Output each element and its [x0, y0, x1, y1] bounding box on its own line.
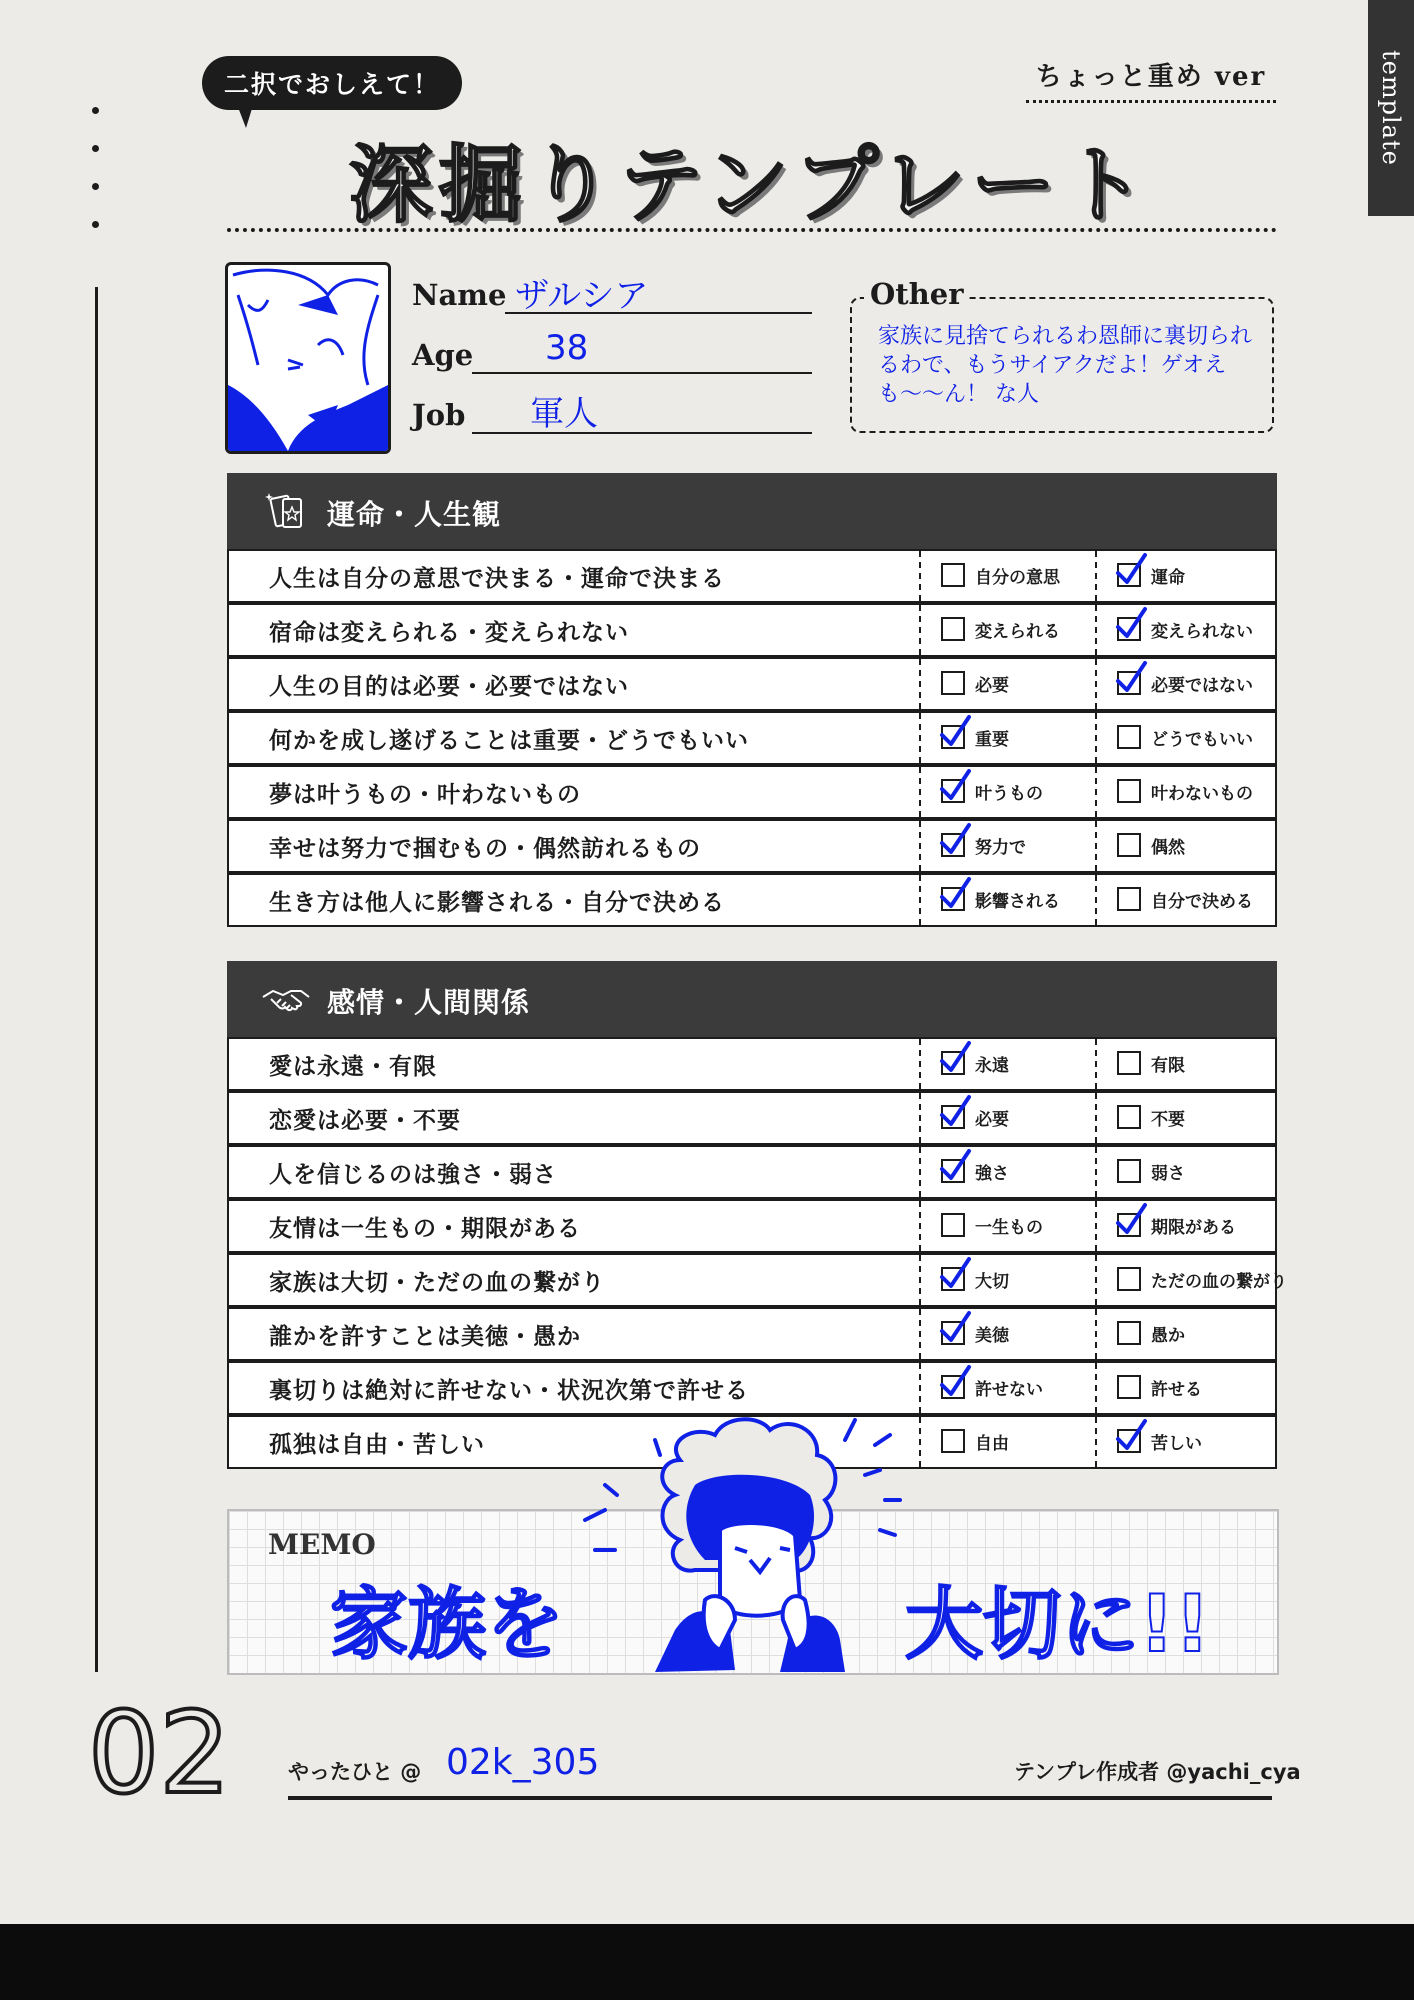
option-label: 影響される — [975, 892, 1060, 912]
question-text: 家族は大切・ただの血の繋がり — [269, 1269, 605, 1296]
option-label: どうでもいい — [1151, 730, 1253, 750]
age-line — [472, 372, 812, 374]
column-divider — [1095, 767, 1097, 817]
column-divider — [1095, 1147, 1097, 1197]
option-label: 偶然 — [1151, 838, 1185, 858]
bullet-dot — [92, 183, 99, 190]
checkbox[interactable] — [1117, 1105, 1141, 1129]
question-text: 宿命は変えられる・変えられない — [269, 619, 629, 646]
column-divider — [1095, 713, 1097, 763]
name-value[interactable]: ザルシア — [515, 276, 649, 316]
checkmark-icon — [939, 821, 971, 857]
checkbox[interactable] — [1117, 779, 1141, 803]
section-header — [227, 473, 1277, 549]
column-divider — [919, 713, 921, 763]
option-label: 不要 — [1151, 1110, 1185, 1130]
option-label: 大切 — [975, 1272, 1009, 1292]
option-label: 必要 — [975, 1110, 1009, 1130]
option-label: ただの血の繋がり — [1151, 1272, 1287, 1292]
question-text: 裏切りは絶対に許せない・状況次第で許せる — [269, 1377, 749, 1404]
bullet-dot — [92, 107, 99, 114]
age-label: Age — [412, 338, 474, 372]
column-divider — [919, 605, 921, 655]
column-divider — [919, 875, 921, 925]
column-divider — [1095, 1255, 1097, 1305]
column-divider — [1095, 551, 1097, 601]
option-label: 一生もの — [975, 1218, 1043, 1238]
question-row — [227, 1145, 1277, 1199]
question-row — [227, 873, 1277, 927]
option-label: 美徳 — [975, 1326, 1009, 1346]
option-label: 永遠 — [975, 1056, 1009, 1076]
checkbox[interactable] — [941, 617, 965, 641]
question-text: 生き方は他人に影響される・自分で決める — [269, 889, 725, 916]
section-relationships — [227, 961, 1287, 1469]
column-divider — [1095, 1039, 1097, 1089]
column-divider — [919, 659, 921, 709]
column-divider — [919, 1093, 921, 1143]
column-divider — [919, 1201, 921, 1251]
checkmark-icon — [1115, 605, 1147, 641]
question-text: 人生の目的は必要・必要ではない — [269, 673, 629, 700]
job-line — [472, 432, 812, 434]
memo-handwriting-right: 大切に!! — [905, 1580, 1211, 1670]
checkbox[interactable] — [1117, 833, 1141, 857]
checkbox[interactable] — [941, 563, 965, 587]
column-divider — [919, 551, 921, 601]
other-text[interactable]: 家族に見捨てられるわ恩師に裏切られるわで、もうサイアクだよ！ゲオえも〜〜ん！ な人 — [878, 324, 1253, 407]
version-label: ちょっと重め ver — [1026, 56, 1276, 103]
column-divider — [919, 821, 921, 871]
question-row — [227, 657, 1277, 711]
handshake-icon — [261, 975, 311, 1025]
character-portrait-icon — [228, 265, 388, 451]
column-divider — [1095, 1309, 1097, 1359]
option-label: 愚か — [1151, 1326, 1185, 1346]
side-tab: template — [1368, 0, 1414, 216]
column-divider — [919, 1039, 921, 1089]
checkbox[interactable] — [1117, 1267, 1141, 1291]
question-row — [227, 1199, 1277, 1253]
question-text: 幸せは努力で掴むもの・偶然訪れるもの — [269, 835, 701, 862]
column-divider — [1095, 659, 1097, 709]
checkmark-icon — [1115, 551, 1147, 587]
checkbox[interactable] — [1117, 1051, 1141, 1075]
footer-line — [288, 1796, 1272, 1800]
option-label: 重要 — [975, 730, 1009, 750]
checkbox[interactable] — [941, 1213, 965, 1237]
checkmark-icon — [939, 1363, 971, 1399]
other-label: Other — [864, 277, 969, 311]
column-divider — [1095, 821, 1097, 871]
question-row — [227, 603, 1277, 657]
option-label: 変えられない — [1151, 622, 1253, 642]
column-divider — [1095, 875, 1097, 925]
checkmark-icon — [1115, 1201, 1147, 1237]
checkbox[interactable] — [1117, 887, 1141, 911]
question-text: 夢は叶うもの・叶わないもの — [269, 781, 581, 808]
checkbox[interactable] — [1117, 1321, 1141, 1345]
question-row — [227, 549, 1277, 603]
checkbox[interactable] — [941, 671, 965, 695]
option-label: 努力で — [975, 838, 1026, 858]
doer-handle[interactable]: 02k_305 — [446, 1742, 600, 1783]
avatar-drawing — [225, 262, 391, 454]
question-text: 人を信じるのは強さ・弱さ — [269, 1161, 557, 1188]
column-divider — [1095, 605, 1097, 655]
question-text: 恋愛は必要・不要 — [269, 1107, 461, 1134]
question-text: 誰かを許すことは美徳・愚か — [269, 1323, 581, 1350]
checkmark-icon — [939, 1309, 971, 1345]
doer-label: やったひと @ — [288, 1760, 422, 1784]
question-text: 何かを成し遂げることは重要・どうでもいい — [269, 727, 749, 754]
column-divider — [1095, 1417, 1097, 1467]
option-label: 叶わないもの — [1151, 784, 1253, 804]
checkmark-icon — [939, 1147, 971, 1183]
option-label: 自由 — [975, 1434, 1009, 1454]
question-row — [227, 1307, 1277, 1361]
chibi-character-icon — [555, 1400, 935, 1690]
option-label: 許せる — [1151, 1380, 1202, 1400]
page-title: 深掘りテンプレート — [348, 135, 1152, 234]
age-value[interactable]: 38 — [545, 328, 589, 368]
question-text: 愛は永遠・有限 — [269, 1053, 437, 1080]
checkbox[interactable] — [1117, 1375, 1141, 1399]
memo-handwriting-left: 家族を — [330, 1580, 565, 1670]
section-header — [227, 961, 1277, 1037]
column-divider — [919, 1309, 921, 1359]
checkmark-icon — [939, 875, 971, 911]
column-divider — [1095, 1093, 1097, 1143]
template-author: テンプレ作成者 @yachi_cya — [1014, 1760, 1301, 1784]
column-divider — [919, 1255, 921, 1305]
option-label: 必要 — [975, 676, 1009, 696]
column-divider — [919, 767, 921, 817]
checkbox[interactable] — [1117, 1159, 1141, 1183]
bottom-bar — [0, 1924, 1414, 2000]
question-row — [227, 765, 1277, 819]
option-label: 弱さ — [1151, 1164, 1185, 1184]
job-value[interactable]: 軍人 — [530, 394, 598, 434]
column-divider — [1095, 1201, 1097, 1251]
memo-label: MEMO — [268, 1528, 376, 1561]
checkbox[interactable] — [941, 1429, 965, 1453]
option-label: 変えられる — [975, 622, 1060, 642]
checkmark-icon — [1115, 659, 1147, 695]
checkmark-icon — [939, 1039, 971, 1075]
option-label: 必要ではない — [1151, 676, 1253, 696]
bullet-dot — [92, 145, 99, 152]
question-text: 人生は自分の意思で決まる・運命で決まる — [269, 565, 725, 592]
option-label: 期限がある — [1151, 1218, 1236, 1238]
bullet-dot — [92, 221, 99, 228]
margin-line — [95, 287, 98, 1672]
checkmark-icon — [939, 767, 971, 803]
question-row — [227, 1253, 1287, 1307]
option-label: 叶うもの — [975, 784, 1043, 804]
option-label: 自分の意思 — [975, 568, 1060, 588]
option-label: 苦しい — [1151, 1434, 1202, 1454]
option-label: 運命 — [1151, 568, 1185, 588]
option-label: 許せない — [975, 1380, 1043, 1400]
column-divider — [1095, 1363, 1097, 1413]
checkmark-icon — [1115, 1417, 1147, 1453]
question-text: 友情は一生もの・期限がある — [269, 1215, 581, 1242]
section-title: 運命・人生観 — [327, 498, 502, 531]
checkmark-icon — [939, 1093, 971, 1129]
checkmark-icon — [939, 1255, 971, 1291]
page-number: 02 — [88, 1689, 231, 1819]
speech-bubble: 二択でおしえて！ — [202, 56, 462, 110]
option-label: 自分で決める — [1151, 892, 1253, 912]
option-label: 強さ — [975, 1164, 1009, 1184]
tarot-cards-icon — [261, 487, 311, 537]
question-row — [227, 1037, 1277, 1091]
checkmark-icon — [939, 713, 971, 749]
question-row — [227, 711, 1277, 765]
question-text: 孤独は自由・苦しい — [269, 1431, 485, 1458]
checkbox[interactable] — [1117, 725, 1141, 749]
job-label: Job — [412, 398, 466, 432]
column-divider — [919, 1147, 921, 1197]
name-label: Name — [412, 278, 507, 312]
section-fate — [227, 473, 1277, 925]
section-title: 感情・人間関係 — [327, 986, 531, 1019]
question-row — [227, 1091, 1277, 1145]
option-label: 有限 — [1151, 1056, 1185, 1076]
question-row — [227, 819, 1277, 873]
title-divider — [227, 228, 1277, 232]
